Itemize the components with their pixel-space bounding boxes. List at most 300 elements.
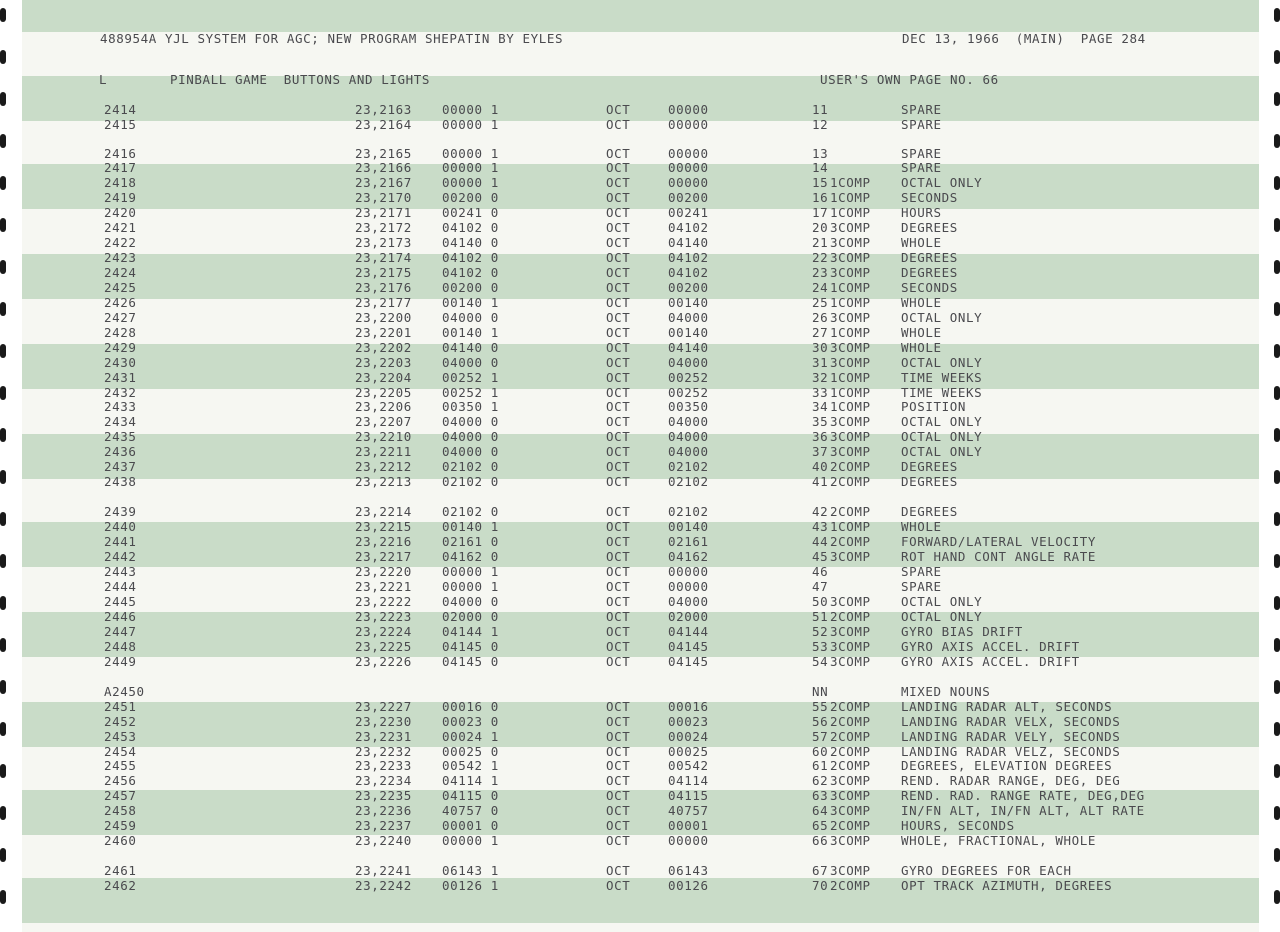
row-data: 00252 1 [442, 385, 499, 400]
row-addr: 23,2235 [355, 788, 412, 803]
listing-row [0, 699, 1280, 714]
header-right: DEC 13, 1966 (MAIN) PAGE 284 [902, 31, 1146, 46]
row-line: 2437 [104, 459, 137, 474]
row-data: 00016 0 [442, 699, 499, 714]
row-val: 00241 [668, 205, 709, 220]
row-line: 2443 [104, 564, 137, 579]
row-data: 40757 0 [442, 803, 499, 818]
row-op: OCT [606, 265, 631, 280]
row-data: 04000 0 [442, 310, 499, 325]
row-val: 04000 [668, 429, 709, 444]
listing-row [0, 444, 1280, 459]
row-fmt: 2COMP [830, 878, 871, 893]
row-data: 00023 0 [442, 714, 499, 729]
row-fmt: 3COMP [830, 429, 871, 444]
row-addr: 23,2173 [355, 235, 412, 250]
row-fmt: 1COMP [830, 280, 871, 295]
row-noun: 43 [812, 519, 829, 534]
row-fmt: 3COMP [830, 788, 871, 803]
row-desc: DEGREES [901, 265, 958, 280]
row-noun: 53 [812, 639, 829, 654]
row-op: OCT [606, 699, 631, 714]
row-line: 2440 [104, 519, 137, 534]
row-op: OCT [606, 579, 631, 594]
row-line: 2448 [104, 639, 137, 654]
listing-row [0, 684, 1280, 699]
row-line: 2415 [104, 117, 137, 132]
row-data: 00140 1 [442, 295, 499, 310]
row-val: 04140 [668, 235, 709, 250]
row-noun: 36 [812, 429, 829, 444]
row-noun: 70 [812, 878, 829, 893]
row-noun: 12 [812, 117, 829, 132]
row-op: OCT [606, 355, 631, 370]
row-addr: 23,2215 [355, 519, 412, 534]
row-desc: TIME WEEKS [901, 370, 983, 385]
feed-hole [0, 8, 6, 22]
feed-hole [1274, 848, 1280, 862]
row-val: 04000 [668, 355, 709, 370]
row-fmt: 1COMP [830, 519, 871, 534]
row-addr: 23,2224 [355, 624, 412, 639]
row-data: 04000 0 [442, 355, 499, 370]
row-op: OCT [606, 863, 631, 878]
header-left: 488954A YJL SYSTEM FOR AGC; NEW PROGRAM SHEPATIN BY EYLES [100, 31, 564, 46]
row-val: 02000 [668, 609, 709, 624]
row-op: OCT [606, 534, 631, 549]
paper-band [22, 0, 1259, 32]
row-line: 2427 [104, 310, 137, 325]
listing-row [0, 190, 1280, 205]
row-line: 2452 [104, 714, 137, 729]
row-op: OCT [606, 609, 631, 624]
row-noun: 50 [812, 594, 829, 609]
row-val: 02102 [668, 474, 709, 489]
row-desc: WHOLE [901, 295, 942, 310]
row-desc: REND. RADAR RANGE, DEG, DEG [901, 773, 1121, 788]
row-desc: OCTAL ONLY [901, 310, 983, 325]
row-op: OCT [606, 235, 631, 250]
row-val: 04102 [668, 265, 709, 280]
row-noun: 61 [812, 758, 829, 773]
row-addr: 23,2214 [355, 504, 412, 519]
row-fmt: 3COMP [830, 220, 871, 235]
row-data: 06143 1 [442, 863, 499, 878]
listing-row [0, 102, 1280, 117]
row-data: 00025 0 [442, 744, 499, 759]
row-fmt: 1COMP [830, 325, 871, 340]
row-data: 00350 1 [442, 399, 499, 414]
row-val: 00000 [668, 833, 709, 848]
row-noun: 26 [812, 310, 829, 325]
row-data: 00542 1 [442, 758, 499, 773]
row-line: 2419 [104, 190, 137, 205]
row-data: 00000 1 [442, 175, 499, 190]
row-data: 04145 0 [442, 639, 499, 654]
row-desc: WHOLE [901, 340, 942, 355]
row-data: 04000 0 [442, 429, 499, 444]
row-fmt: 2COMP [830, 534, 871, 549]
row-desc: DEGREES, ELEVATION DEGREES [901, 758, 1113, 773]
row-op: OCT [606, 594, 631, 609]
section-title: PINBALL GAME BUTTONS AND LIGHTS [170, 72, 431, 87]
row-fmt: 2COMP [830, 758, 871, 773]
row-line: 2456 [104, 773, 137, 788]
row-desc: OCTAL ONLY [901, 609, 983, 624]
listing-row [0, 117, 1280, 132]
row-addr: 23,2167 [355, 175, 412, 190]
row-addr: 23,2174 [355, 250, 412, 265]
row-data: 00000 1 [442, 117, 499, 132]
row-desc: DEGREES [901, 459, 958, 474]
row-val: 00126 [668, 878, 709, 893]
row-noun: 44 [812, 534, 829, 549]
row-data: 00000 1 [442, 146, 499, 161]
row-desc: DEGREES [901, 474, 958, 489]
row-fmt: 3COMP [830, 549, 871, 564]
row-line: 2426 [104, 295, 137, 310]
listing-row [0, 863, 1280, 878]
row-val: 00016 [668, 699, 709, 714]
row-op: OCT [606, 310, 631, 325]
row-noun: 63 [812, 788, 829, 803]
listing-row [0, 519, 1280, 534]
row-val: 00000 [668, 564, 709, 579]
row-desc: WHOLE [901, 519, 942, 534]
row-line: 2460 [104, 833, 137, 848]
row-noun: 64 [812, 803, 829, 818]
row-line: 2436 [104, 444, 137, 459]
row-op: OCT [606, 340, 631, 355]
row-data: 04102 0 [442, 265, 499, 280]
listing-row [0, 265, 1280, 280]
row-desc: FORWARD/LATERAL VELOCITY [901, 534, 1097, 549]
row-line: 2423 [104, 250, 137, 265]
row-op: OCT [606, 519, 631, 534]
listing-row [0, 833, 1280, 848]
row-op: OCT [606, 744, 631, 759]
row-desc: OCTAL ONLY [901, 355, 983, 370]
row-line: 2462 [104, 878, 137, 893]
row-addr: 23,2233 [355, 758, 412, 773]
listing-row [0, 654, 1280, 669]
row-line: 2418 [104, 175, 137, 190]
listing-row [0, 355, 1280, 370]
listing-row [0, 370, 1280, 385]
row-desc: DEGREES [901, 220, 958, 235]
row-data: 04145 0 [442, 654, 499, 669]
row-fmt: 3COMP [830, 414, 871, 429]
feed-hole [1274, 8, 1280, 22]
row-data: 00252 1 [442, 370, 499, 385]
row-addr: 23,2237 [355, 818, 412, 833]
row-addr: 23,2241 [355, 863, 412, 878]
row-op: OCT [606, 190, 631, 205]
row-line: 2438 [104, 474, 137, 489]
row-addr: 23,2230 [355, 714, 412, 729]
row-op: OCT [606, 654, 631, 669]
row-op: OCT [606, 788, 631, 803]
row-val: 02161 [668, 534, 709, 549]
row-desc: IN/FN ALT, IN/FN ALT, ALT RATE [901, 803, 1145, 818]
row-desc: REND. RAD. RANGE RATE, DEG,DEG [901, 788, 1145, 803]
row-noun: 37 [812, 444, 829, 459]
listing-row [0, 639, 1280, 654]
row-data: 04000 0 [442, 444, 499, 459]
row-noun: 54 [812, 654, 829, 669]
row-line: 2457 [104, 788, 137, 803]
row-val: 04102 [668, 220, 709, 235]
row-val: 00000 [668, 102, 709, 117]
row-addr: 23,2210 [355, 429, 412, 444]
row-op: OCT [606, 758, 631, 773]
row-addr: 23,2232 [355, 744, 412, 759]
row-fmt: 2COMP [830, 699, 871, 714]
row-op: OCT [606, 102, 631, 117]
row-fmt: 3COMP [830, 265, 871, 280]
row-desc: GYRO AXIS ACCEL. DRIFT [901, 639, 1080, 654]
row-noun: 55 [812, 699, 829, 714]
row-addr: 23,2242 [355, 878, 412, 893]
row-fmt: 3COMP [830, 639, 871, 654]
listing-row [0, 594, 1280, 609]
row-noun: 11 [812, 102, 829, 117]
row-op: OCT [606, 624, 631, 639]
row-fmt: 2COMP [830, 744, 871, 759]
row-addr: 23,2207 [355, 414, 412, 429]
row-noun: NN [812, 684, 829, 699]
row-fmt: 3COMP [830, 444, 871, 459]
row-desc: SECONDS [901, 280, 958, 295]
row-op: OCT [606, 295, 631, 310]
row-fmt: 1COMP [830, 385, 871, 400]
listing-row [0, 160, 1280, 175]
row-desc: LANDING RADAR VELZ, SECONDS [901, 744, 1121, 759]
row-addr: 23,2170 [355, 190, 412, 205]
row-val: 04115 [668, 788, 709, 803]
row-noun: 30 [812, 340, 829, 355]
row-desc: SPARE [901, 146, 942, 161]
row-fmt: 3COMP [830, 773, 871, 788]
row-val: 04145 [668, 639, 709, 654]
row-data: 02102 0 [442, 504, 499, 519]
row-line: 2441 [104, 534, 137, 549]
row-noun: 60 [812, 744, 829, 759]
row-addr: 23,2175 [355, 265, 412, 280]
row-desc: OCTAL ONLY [901, 594, 983, 609]
row-op: OCT [606, 205, 631, 220]
row-addr: 23,2223 [355, 609, 412, 624]
listing-row [0, 310, 1280, 325]
row-addr: 23,2201 [355, 325, 412, 340]
row-noun: 14 [812, 160, 829, 175]
row-data: 00000 1 [442, 160, 499, 175]
row-line: 2442 [104, 549, 137, 564]
row-addr: 23,2212 [355, 459, 412, 474]
row-line: A2450 [104, 684, 145, 699]
listing-row [0, 474, 1280, 489]
listing-row [0, 280, 1280, 295]
row-addr: 23,2164 [355, 117, 412, 132]
row-addr: 23,2240 [355, 833, 412, 848]
listing-row [0, 729, 1280, 744]
row-noun: 15 [812, 175, 829, 190]
row-addr: 23,2202 [355, 340, 412, 355]
row-line: 2416 [104, 146, 137, 161]
row-val: 00000 [668, 579, 709, 594]
row-desc: GYRO AXIS ACCEL. DRIFT [901, 654, 1080, 669]
listing-row [0, 325, 1280, 340]
row-line: 2449 [104, 654, 137, 669]
row-noun: 45 [812, 549, 829, 564]
row-addr: 23,2203 [355, 355, 412, 370]
row-op: OCT [606, 639, 631, 654]
row-noun: 35 [812, 414, 829, 429]
row-data: 00000 1 [442, 102, 499, 117]
row-noun: 34 [812, 399, 829, 414]
listing-row [0, 399, 1280, 414]
row-line: 2453 [104, 729, 137, 744]
row-line: 2417 [104, 160, 137, 175]
row-val: 00350 [668, 399, 709, 414]
row-data: 00140 1 [442, 519, 499, 534]
row-line: 2444 [104, 579, 137, 594]
row-val: 04114 [668, 773, 709, 788]
row-desc: ROT HAND CONT ANGLE RATE [901, 549, 1097, 564]
row-data: 00200 0 [442, 280, 499, 295]
row-data: 00001 0 [442, 818, 499, 833]
row-fmt: 2COMP [830, 818, 871, 833]
row-desc: POSITION [901, 399, 967, 414]
row-val: 00000 [668, 175, 709, 190]
row-fmt: 2COMP [830, 504, 871, 519]
row-desc: OCTAL ONLY [901, 429, 983, 444]
row-noun: 56 [812, 714, 829, 729]
row-val: 40757 [668, 803, 709, 818]
row-val: 00000 [668, 160, 709, 175]
row-op: OCT [606, 414, 631, 429]
row-op: OCT [606, 878, 631, 893]
row-addr: 23,2220 [355, 564, 412, 579]
row-fmt: 2COMP [830, 474, 871, 489]
row-line: 2451 [104, 699, 137, 714]
row-line: 2459 [104, 818, 137, 833]
row-desc: OCTAL ONLY [901, 444, 983, 459]
row-noun: 16 [812, 190, 829, 205]
row-op: OCT [606, 564, 631, 579]
row-desc: LANDING RADAR VELY, SECONDS [901, 729, 1121, 744]
row-line: 2425 [104, 280, 137, 295]
row-addr: 23,2172 [355, 220, 412, 235]
row-op: OCT [606, 385, 631, 400]
row-data: 02161 0 [442, 534, 499, 549]
row-op: OCT [606, 444, 631, 459]
row-val: 04144 [668, 624, 709, 639]
row-op: OCT [606, 280, 631, 295]
row-noun: 13 [812, 146, 829, 161]
row-val: 02102 [668, 459, 709, 474]
row-val: 00001 [668, 818, 709, 833]
row-op: OCT [606, 220, 631, 235]
row-val: 00140 [668, 325, 709, 340]
row-noun: 65 [812, 818, 829, 833]
row-addr: 23,2213 [355, 474, 412, 489]
listing-row [0, 175, 1280, 190]
row-op: OCT [606, 117, 631, 132]
row-addr: 23,2225 [355, 639, 412, 654]
row-val: 00140 [668, 295, 709, 310]
row-noun: 31 [812, 355, 829, 370]
row-fmt: 3COMP [830, 833, 871, 848]
row-fmt: 3COMP [830, 340, 871, 355]
row-addr: 23,2216 [355, 534, 412, 549]
row-data: 04114 1 [442, 773, 499, 788]
row-fmt: 3COMP [830, 624, 871, 639]
row-line: 2439 [104, 504, 137, 519]
row-desc: GYRO DEGREES FOR EACH [901, 863, 1072, 878]
row-noun: 25 [812, 295, 829, 310]
row-desc: GYRO BIAS DRIFT [901, 624, 1023, 639]
row-desc: HOURS [901, 205, 942, 220]
listing-row [0, 549, 1280, 564]
listing-row [0, 534, 1280, 549]
row-addr: 23,2236 [355, 803, 412, 818]
row-fmt: 3COMP [830, 594, 871, 609]
row-fmt: 3COMP [830, 310, 871, 325]
row-data: 04115 0 [442, 788, 499, 803]
row-data: 04140 0 [442, 235, 499, 250]
row-line: 2430 [104, 355, 137, 370]
listing-row [0, 714, 1280, 729]
row-line: 2428 [104, 325, 137, 340]
row-data: 00024 1 [442, 729, 499, 744]
row-noun: 40 [812, 459, 829, 474]
listing-row [0, 818, 1280, 833]
row-line: 2433 [104, 399, 137, 414]
row-desc: SECONDS [901, 190, 958, 205]
row-addr: 23,2221 [355, 579, 412, 594]
row-data: 02000 0 [442, 609, 499, 624]
row-line: 2434 [104, 414, 137, 429]
row-noun: 47 [812, 579, 829, 594]
row-val: 00023 [668, 714, 709, 729]
row-op: OCT [606, 803, 631, 818]
row-val: 04145 [668, 654, 709, 669]
row-desc: SPARE [901, 579, 942, 594]
row-data: 02102 0 [442, 474, 499, 489]
row-line: 2435 [104, 429, 137, 444]
row-addr: 23,2234 [355, 773, 412, 788]
listing-row [0, 385, 1280, 400]
row-op: OCT [606, 399, 631, 414]
row-addr: 23,2163 [355, 102, 412, 117]
row-desc: DEGREES [901, 504, 958, 519]
row-line: 2422 [104, 235, 137, 250]
listing-row [0, 609, 1280, 624]
row-addr: 23,2222 [355, 594, 412, 609]
row-op: OCT [606, 549, 631, 564]
row-desc: OPT TRACK AZIMUTH, DEGREES [901, 878, 1113, 893]
listing-row [0, 205, 1280, 220]
row-desc: WHOLE [901, 235, 942, 250]
listing-row [0, 250, 1280, 265]
row-addr: 23,2177 [355, 295, 412, 310]
row-desc: MIXED NOUNS [901, 684, 991, 699]
row-op: OCT [606, 146, 631, 161]
row-data: 04102 0 [442, 220, 499, 235]
row-fmt: 1COMP [830, 175, 871, 190]
row-op: OCT [606, 729, 631, 744]
